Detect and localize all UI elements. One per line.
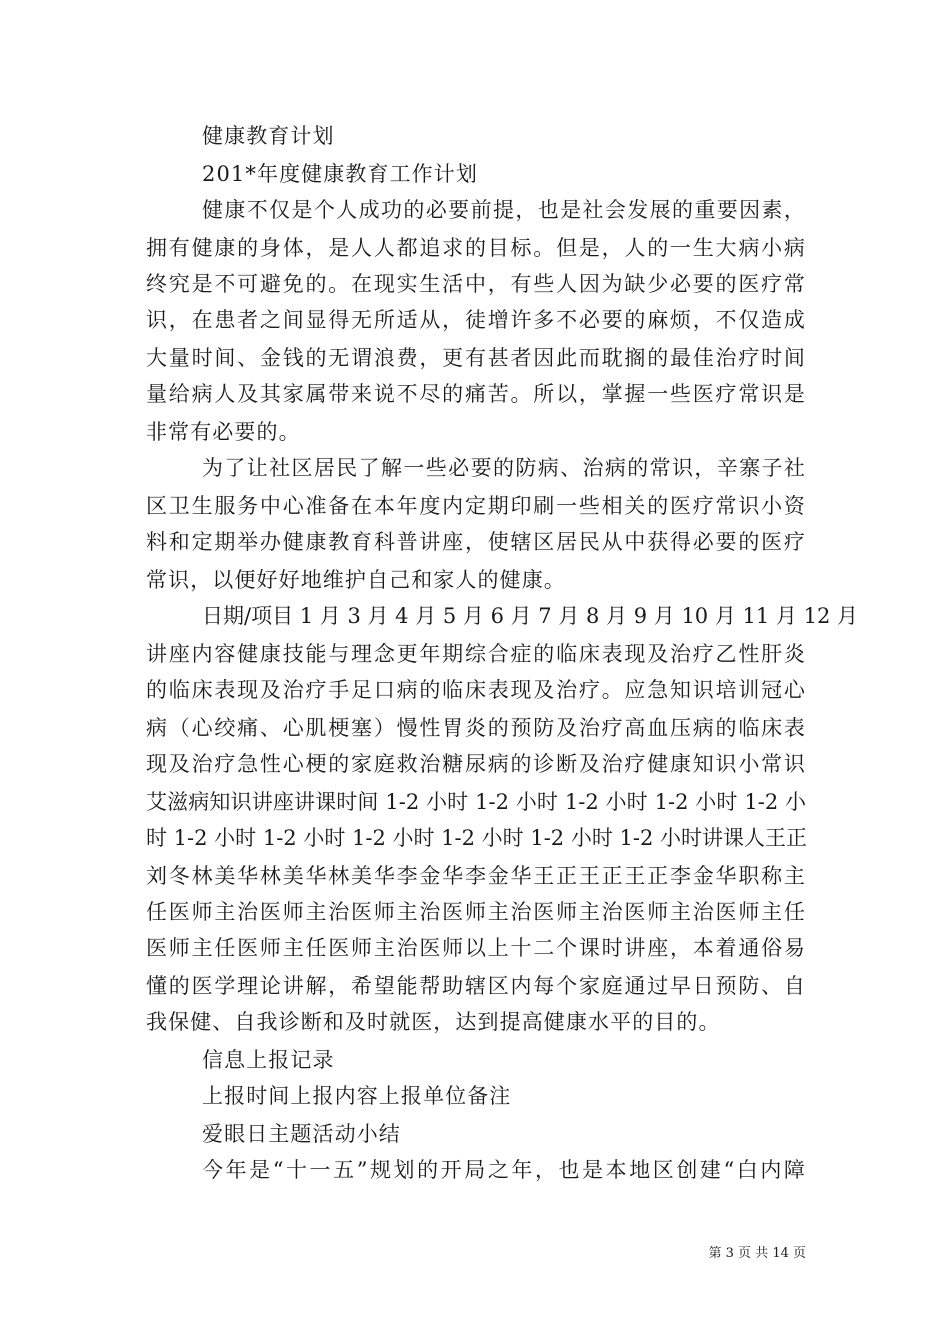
paragraph-3-line-11: 懂的医学理论讲解，希望能帮助辖区内每个家庭通过早日预防、自	[146, 974, 806, 998]
paragraph-3-line-7: 时 1-2 小时 1-2 小时 1-2 小时 1-2 小时 1-2 小时 1-2 小时讲课人王正	[146, 826, 808, 850]
paragraph-2-line-3: 料和定期举办健康教育科普讲座，使辖区居民从中获得必要的医疗	[146, 530, 806, 554]
paragraph-3-line-6: 艾滋病知识讲座讲课时间 1-2 小时 1-2 小时 1-2 小时 1-2 小时 1-2 小	[146, 790, 806, 814]
paragraph-1-line-3: 终究是不可避免的。在现实生活中，有些人因为缺少必要的医疗常	[146, 272, 806, 296]
paragraph-2-line-2: 区卫生服务中心准备在本年度内定期印刷一些相关的医疗常识小资	[146, 494, 806, 518]
paragraph-3-line-4: 病（心绞痛、心肌梗塞）慢性胃炎的预防及治疗高血压病的临床表	[146, 716, 806, 740]
paragraph-3-line-8: 刘冬林美华林美华林美华李金华李金华王正王正王正李金华职称主	[146, 864, 806, 888]
paragraph-3-line-2: 讲座内容健康技能与理念更年期综合症的临床表现及治疗乙性肝炎	[146, 642, 806, 666]
section-heading-eye-day: 爱眼日主题活动小结	[202, 1122, 401, 1146]
paragraph-3-line-1: 日期/项目 1 月 3 月 4 月 5 月 6 月 7 月 8 月 9 月 10 月 11 月 12 月	[202, 604, 858, 628]
paragraph-3-line-3: 的临床表现及治疗手足口病的临床表现及治疗。应急知识培训冠心	[146, 678, 806, 702]
doc-subtitle: 201*年度健康教育工作计划	[202, 162, 478, 186]
paragraph-3-line-5: 现及治疗急性心梗的家庭救治糖尿病的诊断及治疗健康知识小常识	[146, 752, 806, 776]
paragraph-2-line-4: 常识，以便好好地维护自己和家人的健康。	[146, 568, 566, 592]
report-table-header: 上报时间上报内容上报单位备注	[202, 1084, 512, 1108]
paragraph-3-line-10: 医师主任医师主任医师主治医师以上十二个课时讲座，本着通俗易	[146, 936, 806, 960]
doc-title: 健康教育计划	[202, 124, 335, 148]
page-number: 第 3 页 共 14 页	[708, 1246, 806, 1261]
paragraph-2-line-1: 为了让社区居民了解一些必要的防病、治病的常识，辛寨子社	[202, 456, 806, 480]
paragraph-1-line-1: 健康不仅是个人成功的必要前提，也是社会发展的重要因素，	[202, 198, 806, 222]
paragraph-3-line-12: 我保健、自我诊断和及时就医，达到提高健康水平的目的。	[146, 1010, 721, 1034]
paragraph-1-line-7: 非常有必要的。	[146, 420, 301, 444]
section-heading-info-report: 信息上报记录	[202, 1048, 335, 1072]
paragraph-3-line-9: 任医师主治医师主治医师主治医师主治医师主治医师主治医师主任	[146, 900, 806, 924]
paragraph-1-line-2: 拥有健康的身体，是人人都追求的目标。但是，人的一生大病小病	[146, 236, 806, 260]
paragraph-4-line-1: 今年是“十一五”规划的开局之年，也是本地区创建“白内障	[202, 1158, 806, 1182]
paragraph-1-line-5: 大量时间、金钱的无谓浪费，更有甚者因此而耽搁的最佳治疗时间	[146, 346, 806, 370]
paragraph-1-line-6: 量给病人及其家属带来说不尽的痛苦。所以，掌握一些医疗常识是	[146, 382, 806, 406]
paragraph-1-line-4: 识，在患者之间显得无所适从，徒增许多不必要的麻烦，不仅造成	[146, 308, 806, 332]
